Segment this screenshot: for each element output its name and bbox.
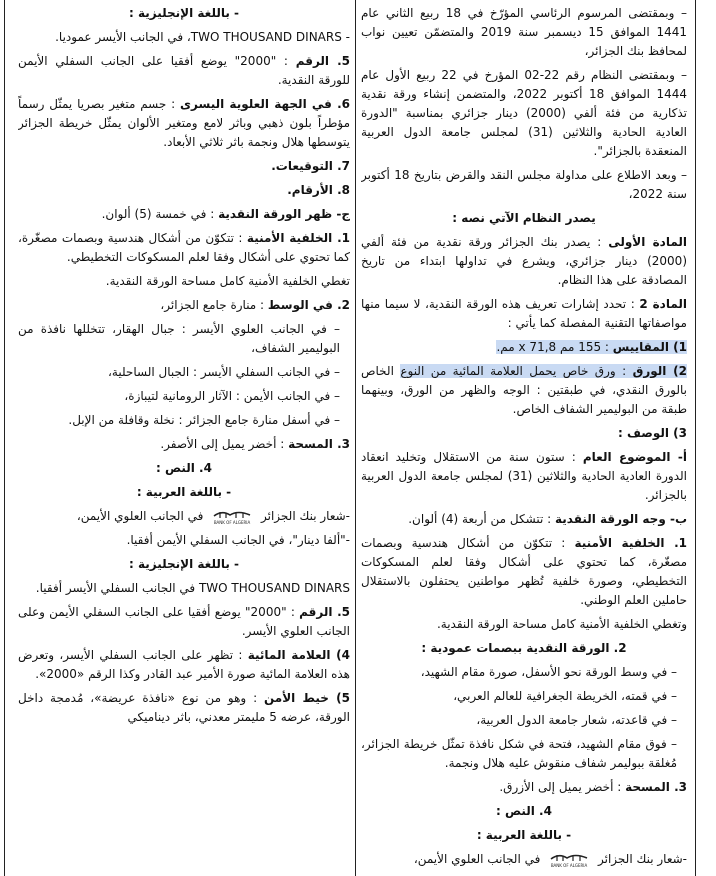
dimensions <box>361 338 687 357</box>
logo-line-position: في الجانب العلوي <box>451 852 541 866</box>
back-logo-line <box>18 507 350 526</box>
article-1 <box>361 233 687 290</box>
english-heading: - باللغة الإنجليزية : <box>128 6 240 20</box>
article-1-text: : يصدر بنك الجزائر ورقة نقدية من فئة ألفي (2000) دينار جزائري، ويشرع في تداولها ابتداء من تاريخ المصادقة على هذا النظام. <box>361 235 687 287</box>
back-logo-line-tail: الأيمن، <box>76 509 111 523</box>
article-2 <box>361 295 687 333</box>
security-thread <box>18 689 350 727</box>
back-background-text: : تتكوّن من أشكال هندسية وبصمات مصغّرة، كما تحتوي على أشكال وفقا لعلم المسكوكات التخطيطي. <box>18 231 350 264</box>
description-heading: 3) الوصف : <box>617 426 687 440</box>
column-divider <box>355 0 356 876</box>
front-side-label: ب- وجه الورقة النقدية <box>554 512 687 526</box>
paragraph: TWO THOUSAND DINARS في الجانب السفلي الأيسر أفقيا. <box>35 581 350 595</box>
back-number <box>18 603 350 641</box>
list-item: – في قاعدته، شعار جامعة الدول العربية، <box>476 713 677 727</box>
back-side <box>18 205 350 224</box>
paragraph: تغطي الخلفية الأمنية كامل مساحة الورقة النقدية. <box>105 274 350 288</box>
general-subject <box>361 448 687 505</box>
logo-line-tail: الأيمن، <box>413 852 448 866</box>
back-logo-line-position: في الجانب العلوي <box>114 509 204 523</box>
paper-text: الخاص بالورق النقدي، في طبقتين : الوجه والظهر من الورق، وبينهما طبقة من البوليمير الشفاف الخاص. <box>361 364 687 416</box>
bank-of-algeria-logo <box>210 509 254 525</box>
front-side-text: : تتشكل من أربعة (4) ألوان. <box>408 512 552 526</box>
article-2-label: المادة 2 <box>639 297 687 311</box>
back-text-heading: 4. النص : <box>156 461 212 475</box>
back-tint-label: 3. المسحة <box>288 437 350 451</box>
back-number-text: : "2000" يوضع أفقيا على الجانب السفلي الأيمن وعلى الجانب العلوي الأيسر. <box>18 605 350 638</box>
top-left-element <box>18 95 350 152</box>
paragraph: -"ألفا دينار"، في الجانب السفلي الأيمن أفقيا. <box>126 533 350 547</box>
right-column <box>361 4 687 874</box>
top-left-label: 6. في الجهة العلوية اليسرى <box>180 97 350 111</box>
security-thread-text: : وهو من نوع «نافذة عريضة»، مُدمجة داخل الورقة، عرضه 5 مليمتر معدني، باثر ديناميكي <box>18 691 350 724</box>
paragraph: - TWO THOUSAND DINARS، في الجانب الأيسر عموديا. <box>55 30 350 44</box>
general-subject-text: : ستون سنة من الاستقلال وتخليد انعقاد الدورة العادية الحادية والثلاثين (31) لمجلس جامعة الدول العربية بالجزائر. <box>361 450 687 502</box>
paragraph: – وبمقتضى النظام رقم 22-02 المؤرخ في 22 ربيع الأول عام 1444 الموافق 18 أكتوبر 2022، والمتضمن إنشاء ورقة نقدية تذكارية من فئة ألفي (2000) دينار جزائري بمناسبة "الدورة العادية الحادية والثلاثين (31) لمجلس جامعة الدول العربية المنعقدة بالجزائر". <box>361 68 687 158</box>
back-background <box>18 229 350 267</box>
paragraph: وتغطي الخلفية الأمنية كامل مساحة الورقة النقدية. <box>436 617 687 631</box>
center-text: : منارة جامع الجزائر، <box>160 298 265 312</box>
logo-caption: BANK OF ALGERIA <box>214 519 251 525</box>
paper-text-highlight: : ورق خاص يحمل العلامة المائية من النوع <box>400 364 627 378</box>
article-2-text: : تحدد إشارات تعريف هذه الورقة النقدية، لا سيما منها مواصفاتها التقنية المفصلة كما يأتي : <box>361 297 687 330</box>
general-subject-label: أ- الموضوع العام <box>582 450 687 464</box>
number-text: : "2000" يوضع أفقيا على الجانب السفلي الأيمن للورقة النقدية. <box>18 54 350 87</box>
list-item: – في الجانب الأيمن : الآثار الرومانية لتيبازة، <box>124 389 340 403</box>
number-label: 5. الرقم <box>295 54 350 68</box>
watermark-text: : تظهر على الجانب السفلي الأيسر، وتعرض هذه العلامة المائية صورة الأمير عبد القادر وكذا الرقم «2000». <box>18 648 350 681</box>
list-item: – في قمته، الخريطة الجغرافية للعالم العربي، <box>453 689 677 703</box>
back-logo-line-text: -شعار بنك الجزائر <box>261 509 350 523</box>
list-item: – في أسفل منارة جامع الجزائر : نخلة وقافلة من الإبل. <box>68 413 340 427</box>
signatures-heading: 7. التوقيعات. <box>271 159 350 173</box>
front-side <box>361 510 687 529</box>
security-background <box>361 534 687 610</box>
center <box>18 296 350 315</box>
paragraph: – وبمقتضى المرسوم الرئاسي المؤرّخ في 18 ربيع الثاني عام 1441 الموافق 15 ديسمبر سنة 2019 والمتضمّن تعيين نواب لمحافظ بنك الجزائر، <box>361 6 687 58</box>
number-top <box>18 52 350 90</box>
list-item: – في وسط الورقة نحو الأسفل، صورة مقام الشهيد، <box>420 665 677 679</box>
security-thread-label: 5) خيط الأمن <box>264 691 350 705</box>
back-background-label: 1. الخلفية الأمنية <box>246 231 350 245</box>
back-number-label: 5. الرقم <box>299 605 350 619</box>
logo-line <box>361 850 687 869</box>
numbers-heading: 8. الأرقام. <box>287 183 350 197</box>
back-side-label: ج- ظهر الورقة النقدية <box>218 207 350 221</box>
back-tint <box>18 435 350 454</box>
tint-text: : أخضر يميل إلى الأزرق. <box>499 780 622 794</box>
center-label: 2. في الوسط <box>267 298 350 312</box>
decree-heading: يصدر النظام الآتي نصه : <box>452 211 596 225</box>
text-heading: 4. النص : <box>496 804 552 818</box>
security-background-text: : تتكوّن من أشكال هندسية وبصمات مصغّرة، كما تحتوي على أشكال وفقا لعلم المسكوكات التخطيطي، وصورة خلفية تُظهر مواطنين يحتفلون بالاستقلال حاملين العلم الوطني. <box>361 536 687 607</box>
list-item: – في الجانب السفلي الأيسر : الجبال الساحلية، <box>108 365 340 379</box>
logo-caption: BANK OF ALGERIA <box>551 862 588 868</box>
left-border <box>4 0 5 876</box>
vertical-prints-heading: 2. الورقة النقدية ببصمات عمودية : <box>421 641 627 655</box>
dimensions-text: : 155 مم x 71,8 مم. <box>496 340 609 354</box>
article-1-label: المادة الأولى <box>608 235 687 249</box>
right-border <box>695 0 696 876</box>
tint-label: 3. المسحة <box>625 780 687 794</box>
list-item: – فوق مقام الشهيد، فتحة في شكل نافذة تمثّل خريطة الجزائر، مُغلقة ببوليمر شفاف منقوش عليه هلال ونجمة. <box>361 737 677 770</box>
back-english-heading: - باللغة الإنجليزية : <box>128 557 240 571</box>
watermark-label: 4) العلامة المائية <box>247 648 350 662</box>
logo-line-text: -شعار بنك الجزائر <box>598 852 687 866</box>
top-left-text: : جسم متغير بصريا يمثّل رسماً مؤطراً بلون ذهبي وباثر لامع ومتغير الألوان يمثّل خريطة الجزائر يتوسطها هلال ونجمة باثر ثلاثي الأبعاد. <box>18 97 350 149</box>
arabic-heading: - باللغة العربية : <box>476 828 572 842</box>
paper-label: 2) الورق <box>632 364 687 378</box>
dimensions-label: 1) المقاييس <box>612 340 687 354</box>
security-background-label: 1. الخلفية الأمنية <box>574 536 687 550</box>
paper <box>361 362 687 419</box>
paragraph: – وبعد الاطلاع على مداولة مجلس النقد والقرض بتاريخ 18 أكتوبر سنة 2022، <box>361 168 687 201</box>
tint <box>361 778 687 797</box>
bank-of-algeria-logo <box>547 852 591 868</box>
back-arabic-heading: - باللغة العربية : <box>136 485 232 499</box>
back-side-text: : في خمسة (5) ألوان. <box>101 207 215 221</box>
back-tint-text: : أخضر يميل إلى الأصفر. <box>160 437 285 451</box>
list-item: – في الجانب العلوي الأيسر : جبال الهقار، تتخللها نافذة من البوليمير الشفاف، <box>18 322 340 355</box>
left-column <box>18 4 350 732</box>
watermark <box>18 646 350 684</box>
